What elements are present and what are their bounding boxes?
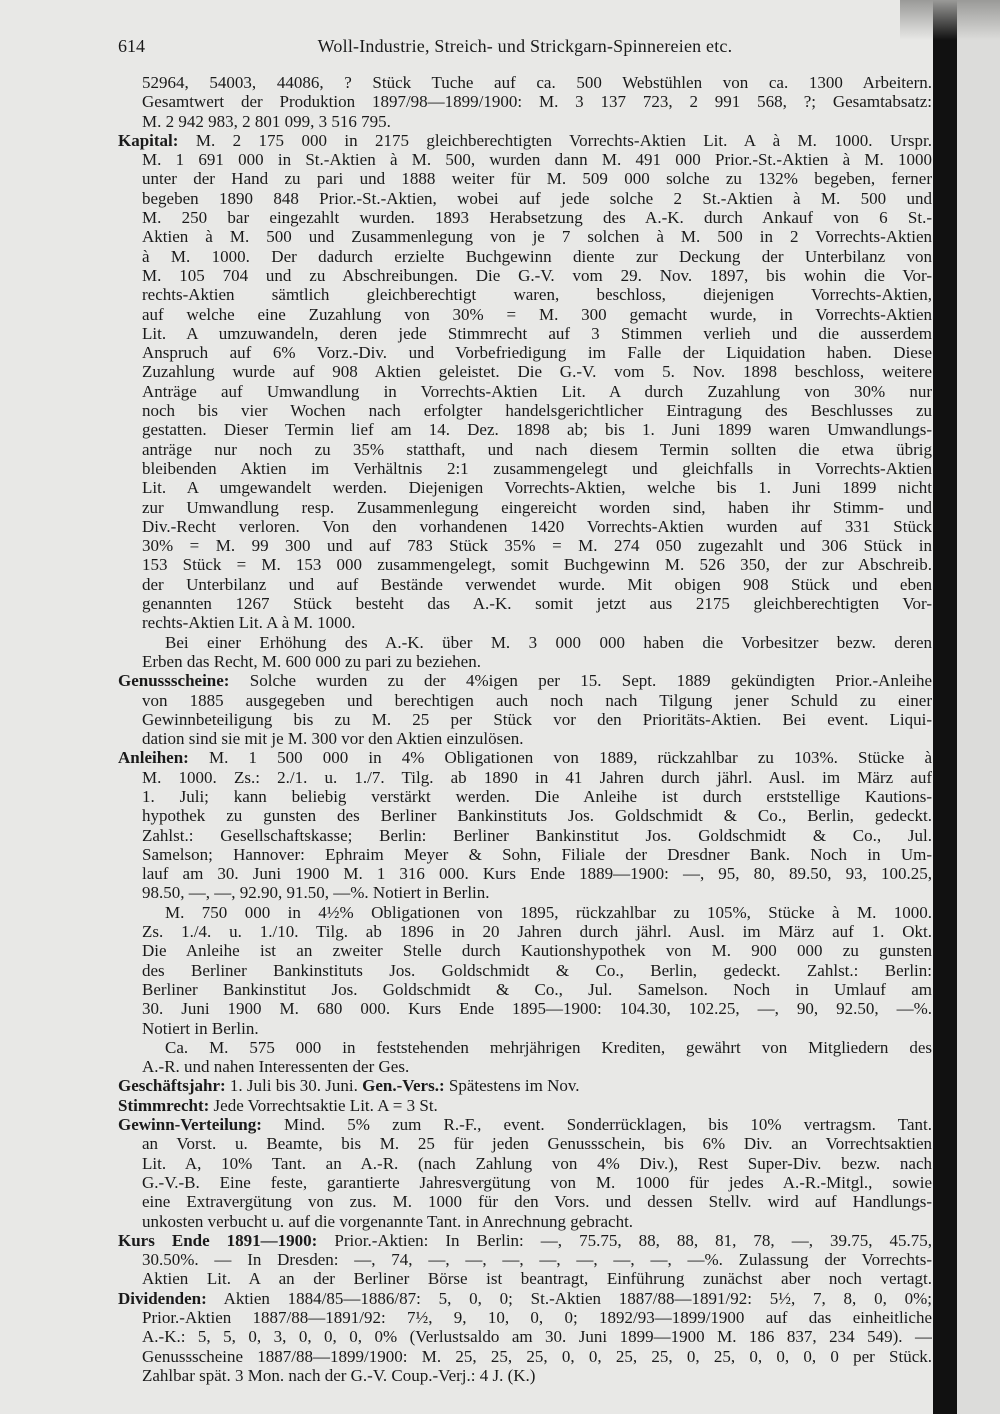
- text-line: [118, 961, 932, 980]
- text-line: [118, 1347, 932, 1366]
- line-text: Anspruch auf 6% Vorz.-Div. und Vorbefriedigung im Falle der Liquidation haben. Diese: [142, 343, 932, 363]
- line-text: 30% = M. 99 300 und auf 783 Stück 35% = M. 274 050 zugezahlt und 306 Stück in: [142, 536, 932, 556]
- line-text: an Vorst. u. Beamte, bis M. 25 für jeden Genussschein, bis 6% Div. an Vorrechtsaktien: [142, 1134, 932, 1154]
- text-line: [118, 420, 932, 439]
- book-gutter: [933, 0, 957, 1414]
- line-text: 30.50%. — In Dresden: —, 74, —, —, —, —, —, —, —, —%. Zulassung der Vorrechts-: [142, 1250, 932, 1270]
- line-text: gestatten. Dieser Termin lief am 14. Dez. 1898 ab; bis 1. Juni 1899 waren Umwandlungs-: [142, 420, 932, 440]
- section-label: Dividenden:: [118, 1288, 207, 1308]
- line-text: unkosten verbucht u. auf die vorgenannte Tant. in Anrechnung gebracht.: [142, 1211, 634, 1231]
- line-text: A.-K.: 5, 5, 0, 3, 0, 0, 0, 0% (Verlustsaldo am 30. Juni 1899—1900 M. 186 837, 234 549). —: [142, 1327, 932, 1347]
- text-line: [118, 285, 932, 304]
- running-header: [118, 36, 932, 60]
- section-line: [118, 1289, 932, 1308]
- adjacent-page-edge: [957, 0, 1000, 1414]
- text-line: [118, 652, 932, 671]
- line-text: Zahlst.: Gesellschaftskasse; Berlin: Berliner Bankinstitut Jos. Goldschmidt & Co., Jul.: [142, 825, 932, 845]
- text-line: [118, 980, 932, 999]
- text-line: [118, 266, 932, 285]
- line-text: Prior.-Aktien: In Berlin: —, 75.75, 88, 88, 81, 78, —, 39.75, 45.75,: [317, 1230, 932, 1250]
- section-line: [118, 1096, 932, 1115]
- line-text: Solche wurden zu der 4%igen per 15. Sept. 1889 gekündigten Prior.-Anleihe: [229, 671, 932, 691]
- text-line: [118, 227, 932, 246]
- document-body: [118, 73, 932, 1385]
- text-line: [118, 1192, 932, 1211]
- line-text: auf welche eine Zuzahlung von 30% = M. 300 gemacht wurde, in Vorrechts-Aktien: [142, 304, 932, 324]
- line-text: des Berliner Bankinstituts Jos. Goldschmidt & Co., Berlin, gedeckt. Zahlst.: Berlin:: [142, 960, 932, 980]
- line-text: Samelson; Hannover: Ephraim Meyer & Sohn, Filiale der Dresdner Bank. Noch in Um-: [142, 844, 932, 864]
- text-line: [118, 633, 932, 652]
- line-text: Jede Vorrechtsaktie Lit. A = 3 St.: [209, 1095, 438, 1115]
- line-text: M. 2 942 983, 2 801 099, 3 516 795.: [142, 111, 391, 131]
- line-text: à M. 1000. Der dadurch erzielte Buchgewinn diente zur Deckung der Unterbilanz von: [142, 246, 932, 266]
- text-line: [118, 1154, 932, 1173]
- line-text: Gewinnbeteiligung bis zu M. 25 per Stück vor den Prioritäts-Aktien. Bei event. Liqui-: [142, 709, 932, 729]
- text-line: [118, 787, 932, 806]
- text-line: [118, 343, 932, 362]
- line-text: M. 250 bar eingezahlt wurden. 1893 Herabsetzung des A.-K. durch Ankauf von 6 St.-: [142, 208, 932, 228]
- line-text: Bei einer Erhöhung des A.-K. über M. 3 000 000 haben die Vorbesitzer bezw. deren: [165, 632, 932, 652]
- text-line: [118, 845, 932, 864]
- text-line: [118, 536, 932, 555]
- line-text: lauf am 30. Juni 1900 M. 1 316 000. Kurs Ende 1889—1900: —, 95, 80, 89.50, 93, 100.25,: [142, 864, 932, 884]
- section-label: Geschäftsjahr:: [118, 1076, 226, 1096]
- section-line: [118, 1115, 932, 1134]
- text-line: [118, 362, 932, 381]
- line-text: rechts-Aktien Lit. A à M. 1000.: [142, 613, 356, 633]
- text-line: [118, 189, 932, 208]
- text-line: [118, 806, 932, 825]
- text-line: [118, 1366, 932, 1385]
- line-text: zur Umwandlung resp. Zusammenlegung eingereicht worden sind, haben ihr Stimm- und: [142, 497, 932, 517]
- text-line: [118, 555, 932, 574]
- line-text: Anträge auf Umwandlung in Vorrechts-Aktien Lit. A durch Zuzahlung von 30% nur: [142, 381, 932, 401]
- line-text: Aktien 1884/85—1886/87: 5, 0, 0; St.-Aktien 1887/88—1891/92: 5½, 7, 8, 0, 0%;: [206, 1288, 932, 1308]
- line-text: 30. Juni 1900 M. 680 000. Kurs Ende 1895—1900: 104.30, 102.25, —, 90, 92.50, —%.: [142, 999, 932, 1019]
- text-line: [118, 1212, 932, 1231]
- section-line: [118, 131, 932, 150]
- line-text: unter der Hand zu pari und 1888 weiter für M. 509 000 solche zu 132% begeben, ferner: [142, 169, 932, 189]
- text-line: [118, 478, 932, 497]
- scan-shadow: [900, 0, 1000, 40]
- text-line: [118, 1327, 932, 1346]
- text-line: [118, 903, 932, 922]
- line-text: genannten 1267 Stück besteht das A.-K. somit jetzt aus 2175 gleichberechtigten Vor-: [142, 594, 932, 614]
- line-text: M. 1000. Zs.: 2./1. u. 1./7. Tilg. ab 1890 in 41 Jahren durch jährl. Ausl. im März auf: [142, 767, 932, 787]
- section-label: Stimmrecht:: [118, 1095, 210, 1115]
- line-text: Gesamtwert der Produktion 1897/98—1899/1900: M. 3 137 723, 2 991 568, ?; Gesamtabsatz:: [142, 92, 932, 112]
- line-text: Spätestens im Nov.: [444, 1076, 580, 1096]
- text-line: [118, 922, 932, 941]
- line-text: M. 2 175 000 in 2175 gleichberechtigten Vorrechts-Aktien Lit. A à M. 1000. Urspr.: [178, 130, 932, 150]
- line-text: Ca. M. 575 000 in feststehenden mehrjährigen Krediten, gewährt von Mitgliedern des: [165, 1037, 932, 1057]
- text-line: [118, 729, 932, 748]
- text-line: [118, 1308, 932, 1327]
- text-line: [118, 401, 932, 420]
- text-line: [118, 1057, 932, 1076]
- section-line: [118, 748, 932, 767]
- line-text: Aktien Lit. A an der Berliner Börse ist beantragt, Einführung zunächst aber noch vertagt.: [142, 1269, 932, 1289]
- text-line: [118, 440, 932, 459]
- text-line: [118, 112, 932, 131]
- line-text: dation sind sie mit je M. 300 vor den Aktien einzulösen.: [142, 729, 524, 749]
- text-line: [118, 826, 932, 845]
- text-line: [118, 459, 932, 478]
- text-line: [118, 324, 932, 343]
- text-line: [118, 208, 932, 227]
- line-text: G.-V.-B. Eine feste, garantierte Jahresvergütung von M. 1000 für jedes A.-R.-Mitgl., sowie: [142, 1172, 932, 1192]
- line-text: A.-R. und nahen Interessenten der Ges.: [142, 1057, 410, 1077]
- text-line: [118, 517, 932, 536]
- text-line: [118, 1038, 932, 1057]
- section-label: Kapital:: [118, 130, 179, 150]
- line-text: noch bis vier Wochen nach erfolgter handelsgerichtlicher Eintragung des Beschlusses zu: [142, 401, 932, 421]
- text-line: [118, 768, 932, 787]
- text-line: [118, 150, 932, 169]
- line-text: Prior.-Aktien 1887/88—1891/92: 7½, 9, 10, 0, 0; 1892/93—1899/1900 auf das einheitliche: [142, 1308, 932, 1327]
- line-text: 153 Stück = M. 153 000 zusammengelegt, somit Buchgewinn M. 526 350, der zur Abschreib.: [142, 555, 932, 575]
- section-label: Gen.-Vers.:: [362, 1076, 445, 1096]
- line-text: anträge nur noch zu 35% statthaft, und nach diesem Termin sollten die etwa übrig: [142, 439, 932, 459]
- section-label: Genussscheine:: [118, 671, 230, 691]
- text-line: [118, 1173, 932, 1192]
- text-line: [118, 73, 932, 92]
- line-text: Zahlbar spät. 3 Mon. nach der G.-V. Coup.-Verj.: 4 J. (K.): [142, 1365, 536, 1385]
- text-line: [118, 305, 932, 324]
- text-line: [118, 864, 932, 883]
- line-text: Genussscheine 1887/88—1899/1900: M. 25, 25, 25, 0, 0, 25, 25, 0, 25, 0, 0, 0, 0 per Stück.: [142, 1346, 932, 1366]
- text-line: [118, 575, 932, 594]
- line-text: von 1885 ausgegeben und berechtigen auch noch nach Tilgung jener Schuld zu einer: [142, 690, 932, 710]
- line-text: Berliner Bankinstitut Jos. Goldschmidt & Co., Jul. Samelson. Noch in Umlauf am: [142, 979, 932, 999]
- text-line: [118, 613, 932, 632]
- text-line: [118, 883, 932, 902]
- text-line: [118, 941, 932, 960]
- line-text: M. 105 704 und zu Abschreibungen. Die G.-V. vom 29. Nov. 1897, bis wohin die Vor-: [142, 265, 932, 285]
- line-text: 52964, 54003, 44086, ? Stück Tuche auf ca. 500 Webstühlen von ca. 1300 Arbeitern.: [142, 73, 932, 92]
- text-line: [118, 169, 932, 188]
- line-text: Aktien à M. 500 und Zusammenlegung von je 7 solchen à M. 500 in 2 Vorrechts-Aktien: [142, 227, 932, 247]
- line-text: 1. Juli; kann beliebig verstärkt werden. Die Anleihe ist durch erststellige Kautions-: [142, 786, 932, 806]
- text-line: [118, 1134, 932, 1153]
- text-line: [118, 92, 932, 111]
- line-text: hypothek zu gunsten des Berliner Bankinstituts Jos. Goldschmidt & Co., Berlin, gedeckt.: [142, 806, 932, 826]
- line-text: bleibenden Aktien im Verhältnis 2:1 zusammengelegt und gleichfalls in Vorrechts-Aktien: [142, 458, 932, 478]
- text-line: [118, 1269, 932, 1288]
- line-text: Mind. 5% zum R.-F., event. Sonderrücklagen, bis 10% vertragsm. Tant.: [261, 1115, 932, 1135]
- section-label: Kurs Ende 1891—1900:: [118, 1230, 318, 1250]
- text-line: [118, 710, 932, 729]
- running-title: Woll-Industrie, Streich- und Strickgarn-Spinnereien etc.: [317, 36, 733, 56]
- section-label: Gewinn-Verteilung:: [118, 1115, 262, 1135]
- line-text: Div.-Recht verloren. Von den vorhandenen 1420 Vorrechts-Aktien wurden auf 331 Stück: [142, 516, 932, 536]
- line-text: M. 1 500 000 in 4% Obligationen von 1889, rückzahlbar zu 103%. Stücke à: [188, 748, 932, 768]
- line-text: Zuzahlung wurde auf 908 Aktien geleistet. Die G.-V. vom 5. Nov. 1898 beschloss, weitere: [142, 362, 932, 382]
- line-text: Notiert in Berlin.: [142, 1018, 259, 1038]
- line-text: Lit. A, 10% Tant. an A.-R. (nach Zahlung von 4% Div.), Rest Super-Div. bezw. nach: [142, 1153, 932, 1173]
- line-text: eine Extravergütung von zus. M. 1000 für den Vors. und dessen Stellv. wird auf Handlungs-: [142, 1192, 932, 1212]
- text-line: [118, 691, 932, 710]
- line-text: M. 1 691 000 in St.-Aktien à M. 500, wurden dann M. 491 000 Prior.-St.-Aktien à M. 1000: [142, 150, 932, 170]
- line-text: rechts-Aktien sämtlich gleichberechtigt waren, beschloss, diejenigen Vorrechts-Aktien,: [142, 285, 932, 305]
- line-text: begeben 1890 848 Prior.-St.-Aktien, wobei auf jede solche 2 St.-Aktien à M. 500 und: [142, 188, 932, 208]
- line-text: M. 750 000 in 4½% Obligationen von 1895, rückzahlbar zu 105%, Stücke à M. 1000.: [165, 902, 932, 922]
- section-line: [118, 671, 932, 690]
- line-text: Lit. A umgewandelt werden. Diejenigen Vorrechts-Aktien, welche bis 1. Juni 1899 nicht: [142, 478, 932, 498]
- line-text: Lit. A umzuwandeln, deren jede Stimmrecht auf 3 Stimmen verlieh und die ausserdem: [142, 323, 932, 343]
- line-text: 98.50, —, —, 92.90, 91.50, —%. Notiert in Berlin.: [142, 883, 490, 903]
- page-number: 614: [118, 36, 145, 56]
- line-text: Erben das Recht, M. 600 000 zu pari zu beziehen.: [142, 651, 481, 671]
- text-line: [118, 498, 932, 517]
- section-line: [118, 1076, 932, 1095]
- section-label: Anleihen:: [118, 748, 189, 768]
- line-text: der Unterbilanz und auf Bestände verwendet wurde. Mit obigen 908 Stück und eben: [142, 574, 932, 594]
- text-line: [118, 1019, 932, 1038]
- text-line: [118, 594, 932, 613]
- line-text: Zs. 1./4. u. 1./10. Tilg. ab 1896 in 20 Jahren durch jährl. Ausl. im März auf 1. Okt.: [142, 922, 932, 942]
- text-line: [118, 247, 932, 266]
- text-line: [118, 999, 932, 1018]
- line-text: 1. Juli bis 30. Juni.: [225, 1076, 363, 1096]
- line-text: Die Anleihe ist an zweiter Stelle durch Kautionshypothek von M. 900 000 zu gunsten: [142, 941, 932, 961]
- text-line: [118, 382, 932, 401]
- section-line: [118, 1231, 932, 1250]
- text-line: [118, 1250, 932, 1269]
